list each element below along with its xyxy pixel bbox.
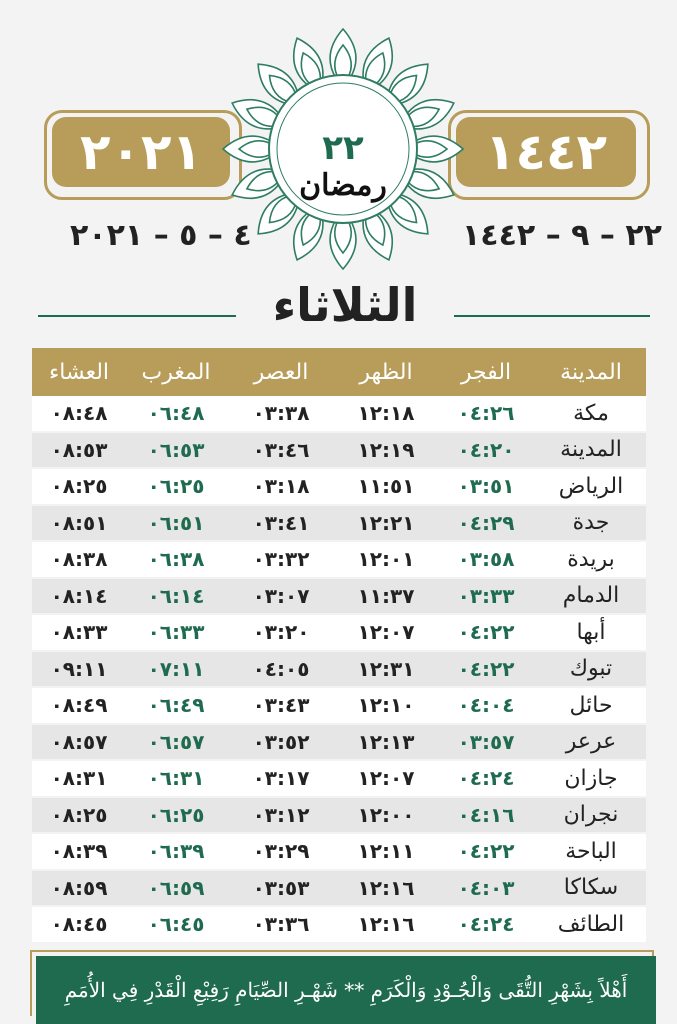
table-row — [32, 396, 646, 433]
cell-asr: ٠٣:٥٣ — [252, 875, 310, 900]
cell-city: الباحة — [565, 838, 617, 864]
cell-fajr: ٠٤:٠٤ — [457, 693, 515, 718]
header-asr: العصر — [253, 359, 309, 385]
gregorian-year: ٢٠٢١ — [52, 117, 230, 187]
footer-verse: أَهْلاً بِشَهْرِ التُّقَى وَالْجُـوْدِ وَالْكَرَمِ ** شَهْـرِ الصِّيَامِ رَفِيْعِ الْقَدْرِ فِي الأُمَمِ — [36, 956, 656, 1024]
cell-isha: ٠٨:٤٨ — [50, 401, 108, 426]
cell-isha: ٠٨:٤٥ — [50, 912, 108, 937]
cell-isha: ٠٨:٣١ — [50, 766, 108, 791]
header-dhuhr: الظهر — [359, 359, 413, 385]
cell-maghrib: ٠٦:٣٨ — [147, 547, 205, 572]
divider-right — [454, 315, 650, 317]
cell-city: نجران — [563, 802, 619, 828]
cell-fajr: ٠٤:٢٢ — [457, 839, 515, 864]
table-row — [32, 652, 646, 689]
header-isha: العشاء — [48, 359, 110, 385]
month-calligraphy: رمضان — [299, 168, 387, 203]
cell-asr: ٠٣:٣٢ — [252, 547, 310, 572]
header-maghrib: المغرب — [141, 359, 211, 385]
table-row — [32, 798, 646, 835]
weekday-title: الثلاثاء — [272, 278, 418, 332]
cell-city: المدينة — [560, 437, 622, 463]
cell-dhuhr: ١٢:٠٠ — [357, 802, 415, 827]
cell-dhuhr: ١٢:١٦ — [357, 912, 415, 937]
cell-city: حائل — [569, 692, 613, 718]
table-row — [32, 761, 646, 798]
cell-city: بريدة — [567, 546, 615, 572]
cell-maghrib: ٠٦:٣١ — [147, 766, 205, 791]
cell-fajr: ٠٤:٢٤ — [457, 912, 515, 937]
header-fajr: الفجر — [460, 359, 512, 385]
cell-asr: ٠٣:٤١ — [252, 510, 310, 535]
cell-city: جدة — [572, 510, 610, 536]
cell-maghrib: ٠٦:٢٥ — [147, 802, 205, 827]
cell-isha: ٠٨:٤٩ — [50, 693, 108, 718]
table-row — [32, 433, 646, 470]
cell-city: الدمام — [562, 583, 620, 609]
table-row — [32, 907, 646, 944]
cell-isha: ٠٩:١١ — [50, 656, 108, 681]
prayer-times-table — [32, 348, 646, 944]
divider-left — [38, 315, 236, 317]
cell-fajr: ٠٣:٣٣ — [457, 583, 515, 608]
cell-maghrib: ٠٦:٥١ — [147, 510, 205, 535]
cell-asr: ٠٣:٥٢ — [252, 729, 310, 754]
cell-asr: ٠٣:٤٣ — [252, 693, 310, 718]
cell-isha: ٠٨:٥١ — [50, 510, 108, 535]
cell-dhuhr: ١٢:٠٧ — [357, 620, 415, 645]
cell-fajr: ٠٣:٥٨ — [457, 547, 515, 572]
cell-asr: ٠٣:٤٦ — [252, 437, 310, 462]
cell-city: عرعر — [565, 729, 617, 755]
cell-maghrib: ٠٦:٣٣ — [147, 620, 205, 645]
cell-asr: ٠٣:٢٩ — [252, 839, 310, 864]
cell-maghrib: ٠٦:٣٩ — [147, 839, 205, 864]
cell-asr: ٠٣:٢٠ — [252, 620, 310, 645]
cell-maghrib: ٠٦:٥٧ — [147, 729, 205, 754]
cell-dhuhr: ١٢:٣١ — [357, 656, 415, 681]
cell-dhuhr: ١٢:١٣ — [357, 729, 415, 754]
cell-maghrib: ٠٦:٥٣ — [147, 437, 205, 462]
cell-dhuhr: ١٢:١٠ — [357, 693, 415, 718]
gregorian-date: ٤ – ٥ – ٢٠٢١ — [70, 218, 252, 253]
cell-dhuhr: ١٢:١٦ — [357, 875, 415, 900]
cell-maghrib: ٠٧:١١ — [147, 656, 205, 681]
cell-dhuhr: ١١:٣٧ — [357, 583, 415, 608]
cell-city: سكاكا — [563, 875, 619, 901]
cell-asr: ٠٣:٠٧ — [252, 583, 310, 608]
cell-isha: ٠٨:٥٧ — [50, 729, 108, 754]
cell-asr: ٠٤:٠٥ — [252, 656, 310, 681]
cell-fajr: ٠٤:١٦ — [457, 802, 515, 827]
header-city: المدينة — [560, 359, 622, 385]
hijri-year: ١٤٤٢ — [456, 117, 636, 187]
cell-fajr: ٠٤:٠٣ — [457, 875, 515, 900]
cell-fajr: ٠٤:٢٤ — [457, 766, 515, 791]
cell-maghrib: ٠٦:٤٨ — [147, 401, 205, 426]
cell-city: تبوك — [569, 656, 613, 682]
table-row — [32, 615, 646, 652]
cell-dhuhr: ١١:٥١ — [357, 474, 415, 499]
cell-isha: ٠٨:٣٨ — [50, 547, 108, 572]
cell-city: أبها — [576, 619, 606, 645]
cell-dhuhr: ١٢:٠٧ — [357, 766, 415, 791]
table-row — [32, 506, 646, 543]
cell-dhuhr: ١٢:٠١ — [357, 547, 415, 572]
cell-fajr: ٠٤:٢٦ — [457, 401, 515, 426]
table-row — [32, 834, 646, 871]
cell-fajr: ٠٣:٥٧ — [457, 729, 515, 754]
cell-fajr: ٠٤:٢٢ — [457, 620, 515, 645]
cell-isha: ٠٨:٣٣ — [50, 620, 108, 645]
cell-city: مكة — [573, 400, 609, 426]
cell-maghrib: ٠٦:٤٩ — [147, 693, 205, 718]
table-body — [32, 396, 646, 944]
cell-isha: ٠٨:٥٩ — [50, 875, 108, 900]
cell-isha: ٠٨:١٤ — [50, 583, 108, 608]
cell-isha: ٠٨:٣٩ — [50, 839, 108, 864]
cell-isha: ٠٨:٢٥ — [50, 802, 108, 827]
table-row — [32, 542, 646, 579]
table-row — [32, 469, 646, 506]
cell-dhuhr: ١٢:٢١ — [357, 510, 415, 535]
table-row — [32, 688, 646, 725]
cell-asr: ٠٣:٣٨ — [252, 401, 310, 426]
cell-asr: ٠٣:١٨ — [252, 474, 310, 499]
day-number: ٢٢ — [322, 128, 364, 168]
cell-dhuhr: ١٢:١٨ — [357, 401, 415, 426]
cell-city: الرياض — [558, 473, 624, 499]
table-header — [32, 348, 646, 396]
cell-asr: ٠٣:١٧ — [252, 766, 310, 791]
table-row — [32, 725, 646, 762]
cell-maghrib: ٠٦:٢٥ — [147, 474, 205, 499]
cell-dhuhr: ١٢:١٩ — [357, 437, 415, 462]
cell-fajr: ٠٤:٢٢ — [457, 656, 515, 681]
cell-city: جازان — [564, 765, 618, 791]
table-row — [32, 871, 646, 908]
cell-fajr: ٠٤:٢٩ — [457, 510, 515, 535]
cell-asr: ٠٣:٣٦ — [252, 912, 310, 937]
cell-maghrib: ٠٦:٥٩ — [147, 875, 205, 900]
cell-isha: ٠٨:٥٣ — [50, 437, 108, 462]
table-row — [32, 579, 646, 616]
hijri-date: ٢٢ – ٩ – ١٤٤٢ — [462, 218, 662, 253]
mandala-ornament — [222, 28, 464, 270]
cell-maghrib: ٠٦:٤٥ — [147, 912, 205, 937]
cell-fajr: ٠٣:٥١ — [457, 474, 515, 499]
cell-isha: ٠٨:٢٥ — [50, 474, 108, 499]
cell-asr: ٠٣:١٢ — [252, 802, 310, 827]
cell-dhuhr: ١٢:١١ — [357, 839, 415, 864]
cell-fajr: ٠٤:٢٠ — [457, 437, 515, 462]
cell-city: الطائف — [557, 911, 625, 937]
cell-maghrib: ٠٦:١٤ — [147, 583, 205, 608]
